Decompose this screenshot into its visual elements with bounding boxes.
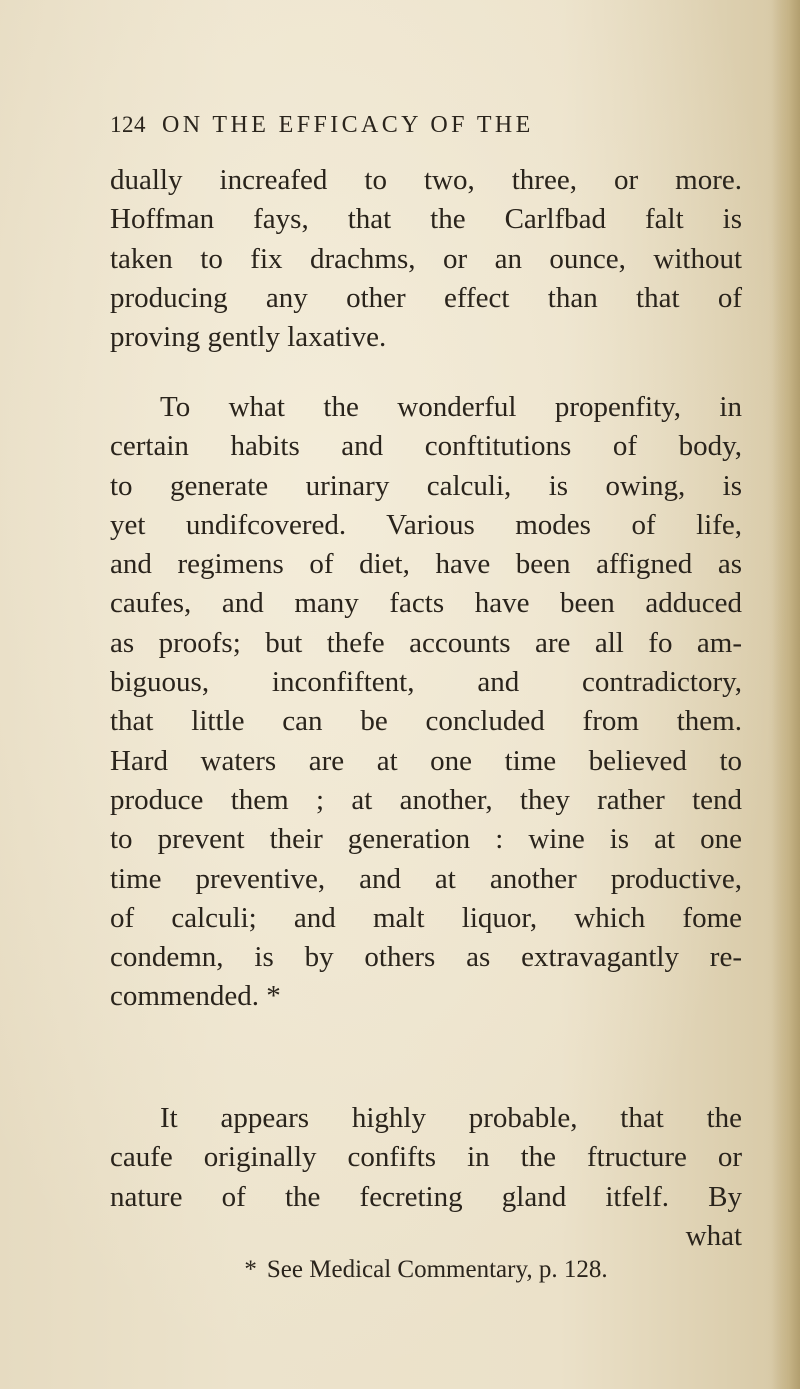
page-edge-shadow [772,0,800,1389]
catchword: what [685,1219,742,1252]
page-number: 124 [110,112,146,137]
text-line: time preventive, and at another productive, [110,862,742,895]
text-line: as proofs; but thefe accounts are all fo am- [110,626,742,659]
text-line: condemn, is by others as extravagantly re- [110,941,742,974]
text-line: certain habits and conftitutions of body, [110,430,742,463]
text-line: commended. * [110,980,281,1013]
text-line: biguous, inconfiftent, and contradictory, [110,666,742,699]
running-head: ON THE EFFICACY OF THE [162,112,534,138]
text-line: It appears highly probable, that the [160,1102,742,1134]
text-line: to generate urinary calculi, is owing, is [110,469,742,502]
text-line: caufes, and many facts have been adduced [110,587,742,620]
text-line: To what the wonderful propenfity, in [160,391,742,423]
text-line: that little can be concluded from them. [110,705,742,738]
text-line: proving gently laxative. [110,321,387,354]
text-line: Hoffman fays, that the Carlfbad falt is [110,203,742,236]
footnote-mark: * [244,1256,257,1283]
paragraph-1 [110,161,742,357]
footnote-text: See Medical Commentary, p. 128. [266,1256,608,1283]
paragraph-3 [110,1099,742,1256]
text-line: taken to fix drachms, or an ounce, without [110,242,742,275]
text-line: yet undifcovered. Various modes of life, [110,508,742,541]
footnote [110,1256,742,1284]
text-line: dually increafed to two, three, or more. [110,164,742,196]
text-line: Hard waters are at one time believed to [110,744,742,777]
text-line: nature of the fecreting gland itfelf. By [110,1180,742,1213]
text-line: and regimens of diet, have been affigned as [110,548,742,581]
text-line: caufe originally confifts in the ftructure or [110,1141,742,1174]
text-line: producing any other effect than that of [110,281,742,314]
paragraph-2 [110,388,742,1017]
text-line: produce them ; at another, they rather tend [110,783,742,816]
text-line: of calculi; and malt liquor, which fome [110,901,742,934]
page-header [110,112,534,152]
text-line: to prevent their generation : wine is at one [110,823,742,856]
